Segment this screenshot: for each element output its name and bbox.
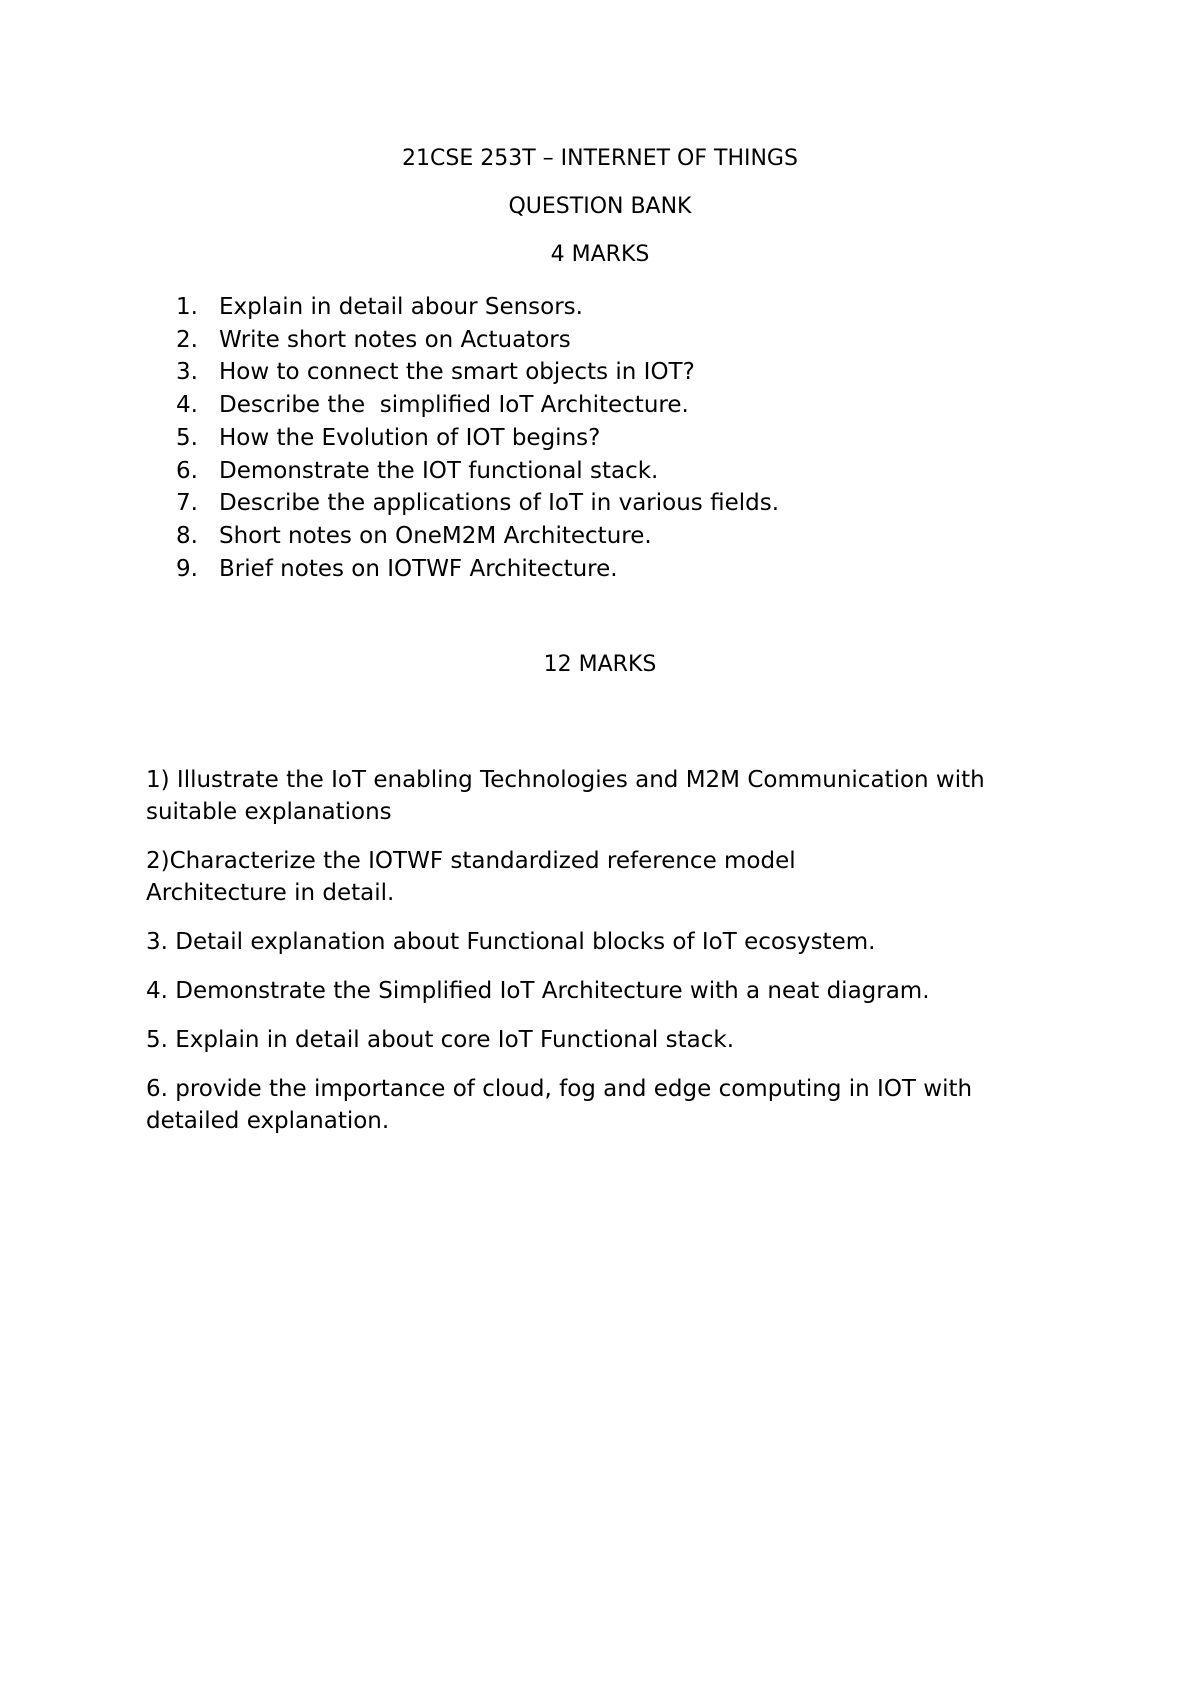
- list-item: [176, 455, 779, 488]
- question-text: Describe the simplified IoT Architecture.: [219, 392, 689, 419]
- question-line: 3. Detail explanation about Functional blocks of IoT ecosystem.: [146, 929, 876, 955]
- question-line: Architecture in detail.: [146, 880, 395, 906]
- question-line: 2)Characterize the IOTWF standardized reference model: [146, 848, 796, 874]
- list-item: [176, 520, 779, 553]
- list-item: [176, 389, 779, 422]
- question-text: Describe the applications of IoT in various fields.: [219, 490, 780, 517]
- long-question-2: [146, 845, 1066, 909]
- question-line: detailed explanation.: [146, 1108, 390, 1134]
- question-text: Demonstrate the IOT functional stack.: [219, 457, 659, 484]
- question-text: How the Evolution of IOT begins?: [219, 424, 601, 451]
- question-number: 6.: [176, 457, 198, 484]
- list-item: [176, 553, 779, 586]
- list-item: [176, 487, 779, 520]
- question-number: 8.: [176, 522, 198, 549]
- document-subtitle: QUESTION BANK: [508, 194, 692, 219]
- question-number: 2.: [176, 326, 198, 353]
- question-text: Explain in detail abour Sensors.: [219, 294, 583, 320]
- section-heading-4-marks: 4 MARKS: [550, 242, 650, 267]
- question-text: Brief notes on IOTWF Architecture.: [219, 555, 618, 582]
- question-number: 1.: [176, 294, 198, 320]
- question-line: 4. Demonstrate the Simplified IoT Architecture with a neat diagram.: [146, 978, 930, 1004]
- question-number: 7.: [176, 490, 198, 517]
- long-question-4: [146, 975, 1066, 1007]
- question-number: 4.: [176, 392, 198, 419]
- question-line: 6. provide the importance of cloud, fog and edge computing in IOT with: [146, 1076, 973, 1102]
- document-title: 21CSE 253T – INTERNET OF THINGS: [402, 146, 798, 171]
- question-number: 3.: [176, 359, 198, 386]
- long-question-5: [146, 1024, 1066, 1056]
- question-line: 1) Illustrate the IoT enabling Technologies and M2M Communication with: [146, 767, 985, 793]
- list-item: [176, 422, 779, 455]
- question-list-4-marks: [176, 291, 779, 585]
- long-question-6: [146, 1073, 1066, 1137]
- question-number: 5.: [176, 424, 198, 451]
- list-item: [176, 324, 779, 357]
- question-text: How to connect the smart objects in IOT?: [219, 359, 695, 386]
- list-item: [176, 291, 779, 324]
- question-text: Write short notes on Actuators: [219, 326, 571, 353]
- question-number: 9.: [176, 555, 198, 582]
- list-item: [176, 356, 779, 389]
- long-question-1: [146, 764, 1066, 828]
- question-text: Short notes on OneM2M Architecture.: [219, 522, 652, 549]
- section-heading-12-marks: 12 MARKS: [543, 652, 657, 677]
- question-line: suitable explanations: [146, 799, 392, 825]
- question-line: 5. Explain in detail about core IoT Functional stack.: [146, 1027, 735, 1053]
- long-question-3: [146, 926, 1066, 958]
